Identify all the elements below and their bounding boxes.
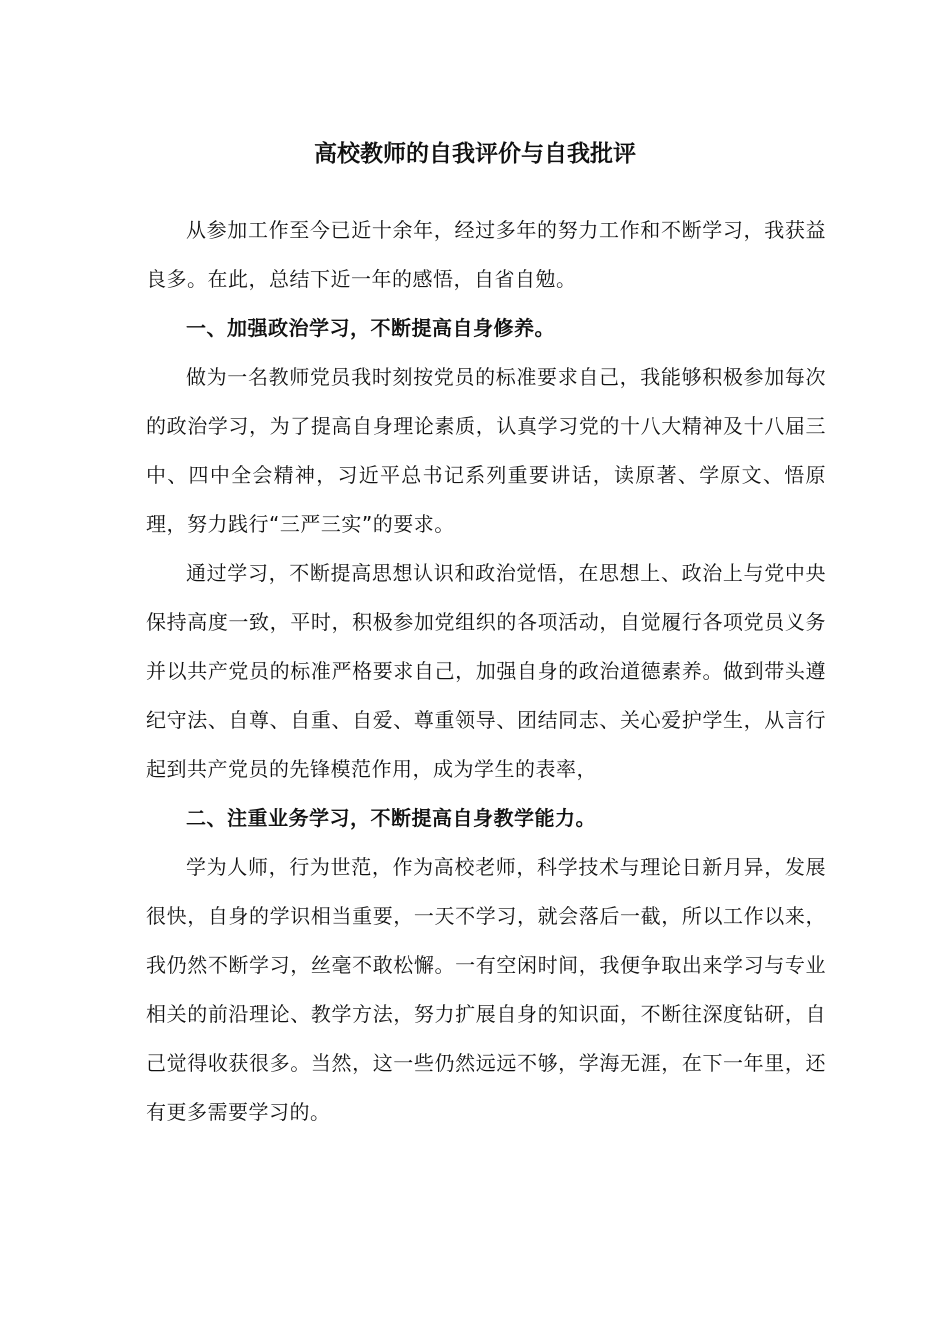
section-heading-1: 一、加强政治学习，不断提高自身修养。 <box>186 316 555 340</box>
section-heading-2: 二、注重业务学习，不断提高自身教学能力。 <box>186 806 596 830</box>
paragraph-professional-study: 学为人师，行为世范，作为高校老师，科学技术与理论日新月异，发展很快，自身的学识相当重要，一天不学习，就会落后一截，所以工作以来，我仍然不断学习，丝毫不敢松懈。一有空闲时间，我便争取出来学习与专业相关的前沿理论、教学方法，努力扩展自身的知识面，不断往深度钻研，自己觉得收获很多。当然，这一些仍然远远不够，学海无涯，在下一年里，还有更多需要学习的。 <box>146 855 826 1124</box>
paragraph-awareness: 通过学习，不断提高思想认识和政治觉悟，在思想上、政治上与党中央保持高度一致，平时，积极参加党组织的各项活动，自觉履行各项党员义务并以共产党员的标准严格要求自己，加强自身的政治道德素养。做到带头遵纪守法、自尊、自重、自爱、尊重领导、团结同志、关心爱护学生，从言行起到共产党员的先锋模范作用，成为学生的表率， <box>146 561 826 781</box>
document-title: 高校教师的自我评价与自我批评 <box>314 141 636 167</box>
paragraph-intro: 从参加工作至今已近十余年，经过多年的努力工作和不断学习，我获益良多。在此，总结下近一年的感悟，自省自勉。 <box>146 218 826 291</box>
paragraph-political-study: 做为一名教师党员我时刻按党员的标准要求自己，我能够积极参加每次的政治学习，为了提高自身理论素质，认真学习党的十八大精神及十八届三中、四中全会精神，习近平总书记系列重要讲话，读原著、学原文、悟原理，努力践行“三严三实”的要求。 <box>146 365 826 536</box>
document-body <box>146 206 826 1137</box>
